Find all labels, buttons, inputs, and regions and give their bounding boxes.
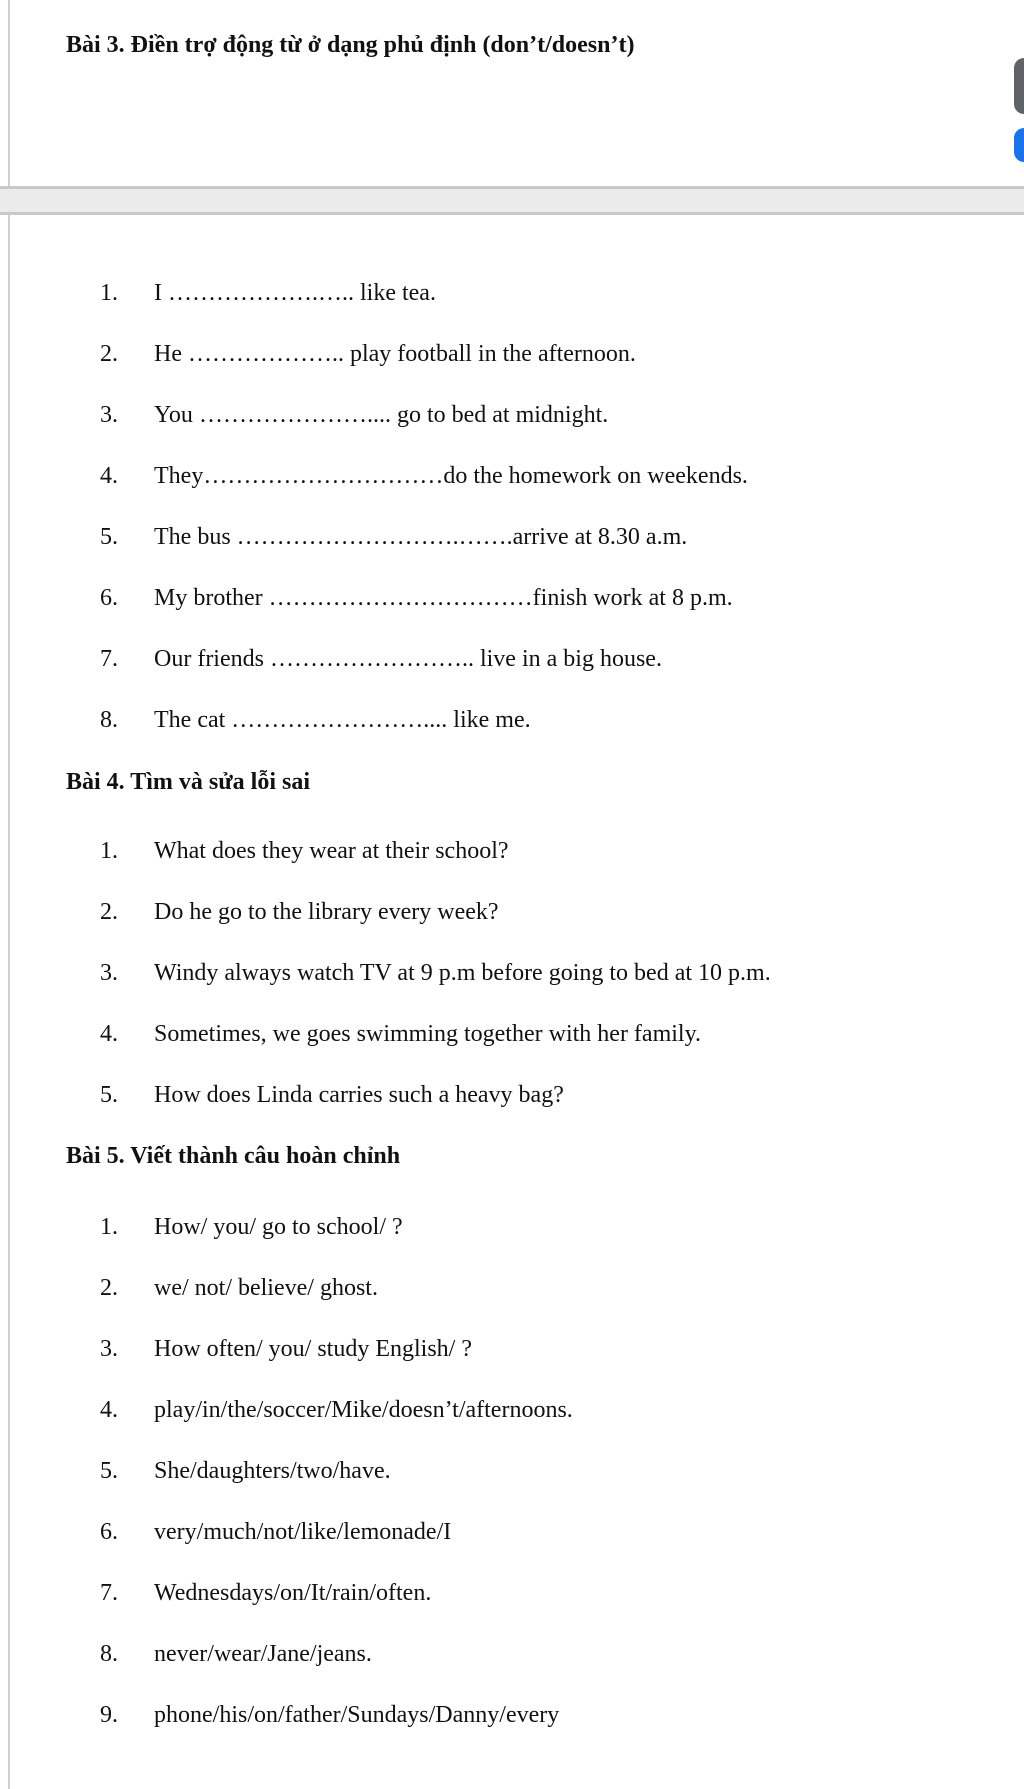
item-rest: do the homework on weekends.: [443, 463, 748, 489]
exercise-5-item: [100, 1212, 403, 1242]
item-subject: I: [154, 280, 162, 306]
exercise-3-item: [100, 705, 531, 735]
item-number: 2.: [100, 1275, 118, 1301]
answer-blank[interactable]: ……………………………: [268, 585, 533, 611]
item-number: 1.: [100, 280, 118, 306]
item-subject: My brother: [154, 585, 263, 611]
exercise-5-item: [100, 1334, 472, 1364]
item-text: How often/ you/ study English/ ?: [154, 1336, 472, 1362]
side-panel-handle[interactable]: [1014, 58, 1024, 114]
exercise-3-item: [100, 522, 687, 552]
item-text: very/much/not/like/lemonade/I: [154, 1519, 452, 1545]
page-top: [0, 0, 1024, 189]
answer-blank[interactable]: ……………….…..: [168, 280, 354, 306]
item-text: She/daughters/two/have.: [154, 1458, 391, 1484]
item-text: never/wear/Jane/jeans.: [154, 1641, 372, 1667]
exercise-3-item: [100, 339, 636, 369]
exercise-5-item: [100, 1395, 573, 1425]
item-number: 7.: [100, 646, 118, 672]
item-text: Do he go to the library every week?: [154, 899, 499, 925]
page-edge: [8, 0, 10, 186]
item-rest: like tea.: [360, 280, 436, 306]
item-number: 5.: [100, 1458, 118, 1484]
item-rest: go to bed at midnight.: [396, 402, 609, 428]
item-number: 2.: [100, 899, 118, 925]
exercise-4-title: Bài 4. Tìm và sửa lỗi sai: [66, 769, 310, 795]
item-number: 5.: [100, 524, 118, 550]
item-text: Windy always watch TV at 9 p.m before going to bed at 10 p.m.: [154, 960, 771, 986]
item-subject: The bus: [154, 524, 231, 550]
page-main: [0, 212, 1024, 1789]
answer-blank[interactable]: …………………………: [203, 463, 444, 489]
exercise-5-item: [100, 1517, 451, 1547]
item-number: 9.: [100, 1702, 118, 1728]
item-subject: They: [154, 463, 204, 489]
exercise-5-item: [100, 1578, 431, 1608]
item-number: 2.: [100, 341, 118, 367]
item-number: 1.: [100, 838, 118, 864]
item-text: How/ you/ go to school/ ?: [154, 1214, 403, 1240]
exercise-5-title: Bài 5. Viết thành câu hoàn chỉnh: [66, 1143, 401, 1169]
item-rest: live in a big house.: [479, 646, 662, 672]
item-text: phone/his/on/father/Sundays/Danny/every: [154, 1702, 560, 1728]
item-text: Wednesdays/on/It/rain/often.: [154, 1580, 432, 1606]
item-number: 3.: [100, 402, 118, 428]
exercise-4-item: [100, 897, 499, 927]
exercise-4-item: [100, 1080, 564, 1110]
item-number: 6.: [100, 1519, 118, 1545]
exercise-4-item: [100, 958, 771, 988]
exercise-4-item: [100, 1019, 701, 1049]
item-text: What does they wear at their school?: [154, 838, 509, 864]
exercise-3-item: [100, 461, 748, 491]
exercise-5-item: [100, 1273, 378, 1303]
item-rest: play football in the afternoon.: [349, 341, 636, 367]
answer-blank[interactable]: ………………..: [187, 341, 344, 367]
item-text: we/ not/ believe/ ghost.: [154, 1275, 378, 1301]
item-text: Sometimes, we goes swimming together with her family.: [154, 1021, 702, 1047]
item-subject: Our friends: [154, 646, 264, 672]
item-number: 3.: [100, 1336, 118, 1362]
item-text: How does Linda carries such a heavy bag?: [154, 1082, 564, 1108]
exercise-5-item: [100, 1456, 391, 1486]
item-rest: arrive at 8.30 a.m.: [512, 524, 688, 550]
item-number: 8.: [100, 707, 118, 733]
exercise-3-item: [100, 400, 608, 430]
item-number: 7.: [100, 1580, 118, 1606]
item-subject: He: [154, 341, 182, 367]
item-text: play/in/the/soccer/Mike/doesn’t/afternoons.: [154, 1397, 573, 1423]
item-number: 6.: [100, 585, 118, 611]
item-subject: You: [154, 402, 193, 428]
item-number: 5.: [100, 1082, 118, 1108]
answer-blank[interactable]: ……………………..: [269, 646, 474, 672]
exercise-3-item: [100, 644, 662, 674]
item-number: 4.: [100, 1021, 118, 1047]
exercise-3-title: Bài 3. Điền trợ động từ ở dạng phủ định (don’t/doesn’t): [66, 32, 635, 58]
answer-blank[interactable]: ……………………….…….: [236, 524, 513, 550]
item-number: 4.: [100, 1397, 118, 1423]
side-panel-button[interactable]: [1014, 128, 1024, 162]
item-number: 8.: [100, 1641, 118, 1667]
item-number: 1.: [100, 1214, 118, 1240]
page-edge: [8, 215, 10, 1789]
item-rest: like me.: [453, 707, 531, 733]
exercise-3-item: [100, 583, 733, 613]
exercise-5-item: [100, 1639, 372, 1669]
item-number: 4.: [100, 463, 118, 489]
item-number: 3.: [100, 960, 118, 986]
exercise-5-item: [100, 1700, 559, 1730]
answer-blank[interactable]: ……………………....: [231, 707, 448, 733]
item-rest: finish work at 8 p.m.: [532, 585, 733, 611]
item-subject: The cat: [154, 707, 226, 733]
exercise-4-item: [100, 836, 509, 866]
exercise-3-item: [100, 278, 436, 308]
answer-blank[interactable]: …………………....: [198, 402, 391, 428]
